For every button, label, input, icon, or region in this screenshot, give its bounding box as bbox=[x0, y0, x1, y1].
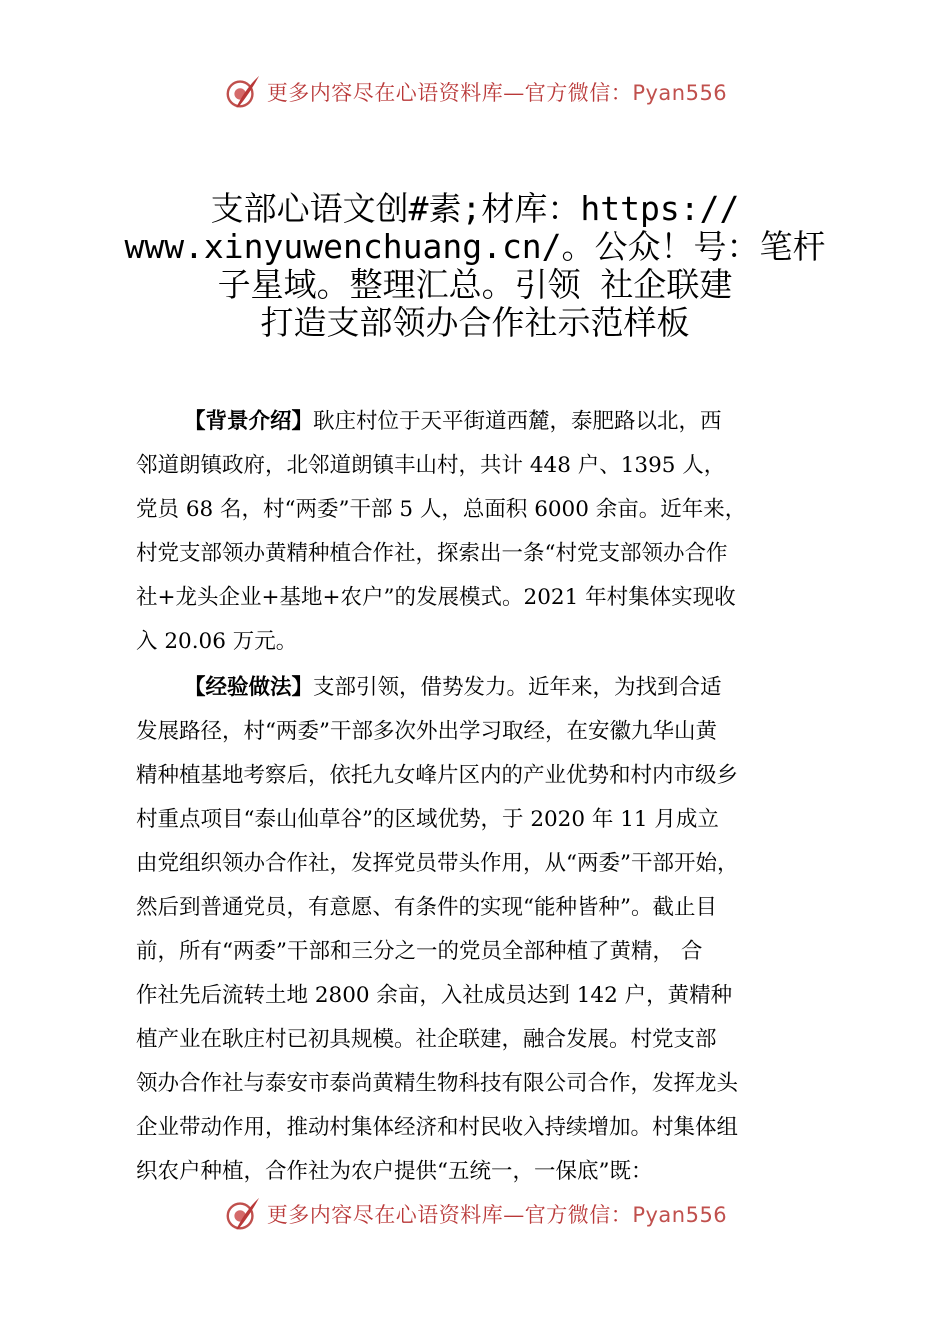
text-line: 村党支部领办黄精种植合作社，探索出一条“村党支部领办合作 bbox=[136, 541, 728, 566]
text-line: 【经验做法】支部引领，借势发力。近年来，为找到合适 bbox=[184, 675, 722, 700]
document-title bbox=[60, 190, 890, 342]
text-line: 精种植基地考察后，依托九女峰片区内的产业优势和村内市级乡 bbox=[136, 763, 739, 788]
text-line: 社+龙头企业+基地+农户”的发展模式。2021 年村集体实现收 bbox=[136, 585, 736, 610]
text-line: 【背景介绍】耿庄村位于天平街道西麓，泰肥路以北，西 bbox=[184, 409, 722, 434]
text-line: 领办合作社与泰安市泰尚黄精生物科技有限公司合作，发挥龙头 bbox=[136, 1071, 739, 1096]
text-line: 由党组织领办合作社，发挥党员带头作用，从“两委”干部开始， bbox=[136, 851, 739, 876]
wechat-id: Pyan556 bbox=[632, 1203, 728, 1227]
title-line: 子星域。整理汇总。引领 社企联建 bbox=[217, 265, 733, 304]
quill-logo-icon bbox=[223, 1195, 261, 1233]
text-line: 发展路径，村“两委”干部多次外出学习取经，在安徽九华山黄 bbox=[136, 719, 717, 744]
title-line: 支部心语文创#素;材库：https:// bbox=[210, 189, 740, 228]
text-line: 入 20.06 万元。 bbox=[136, 629, 298, 654]
text-line: 村重点项目“泰山仙草谷”的区域优势，于 2020 年 11 月成立 bbox=[136, 807, 719, 832]
text-line: 作社先后流转土地 2800 余亩，入社成员达到 142 户，黄精种 bbox=[136, 983, 733, 1008]
section-heading: 【背景介绍】 bbox=[184, 409, 314, 434]
document-body bbox=[136, 400, 830, 1194]
header-banner bbox=[0, 72, 950, 112]
quill-logo-icon bbox=[223, 73, 261, 111]
title-line: 打造支部领办合作社示范样板 bbox=[260, 303, 690, 342]
text-line: 党员 68 名，村“两委”干部 5 人，总面积 6000 余亩。近年来， bbox=[136, 497, 747, 522]
text-line: 然后到普通党员，有意愿、有条件的实现“能种皆种”。截止目 bbox=[136, 895, 717, 920]
section-heading: 【经验做法】 bbox=[184, 675, 314, 700]
text-line: 企业带动作用，推动村集体经济和村民收入持续增加。村集体组 bbox=[136, 1115, 739, 1140]
paragraph-background bbox=[136, 400, 830, 664]
text-line: 织农户种植，合作社为农户提供“五统一，一保底”既： bbox=[136, 1159, 653, 1184]
wechat-id: Pyan556 bbox=[632, 81, 728, 105]
title-line: www.xinyuwenchuang.cn/。公众！号：笔杆 bbox=[124, 227, 826, 266]
banner-text: 更多内容尽在心语资料库—官方微信：Pyan556 bbox=[266, 1203, 728, 1227]
footer-banner bbox=[0, 1194, 950, 1234]
text-line: 植产业在耿庄村已初具规模。社企联建，融合发展。村党支部 bbox=[136, 1027, 717, 1052]
text-line: 前，所有“两委”干部和三分之一的党员全部种植了黄精， 合 bbox=[136, 939, 703, 964]
text-line: 邻道朗镇政府，北邻道朗镇丰山村，共计 448 户、1395 人， bbox=[136, 453, 726, 478]
paragraph-experience bbox=[136, 666, 830, 1194]
banner-text: 更多内容尽在心语资料库—官方微信：Pyan556 bbox=[266, 81, 728, 105]
